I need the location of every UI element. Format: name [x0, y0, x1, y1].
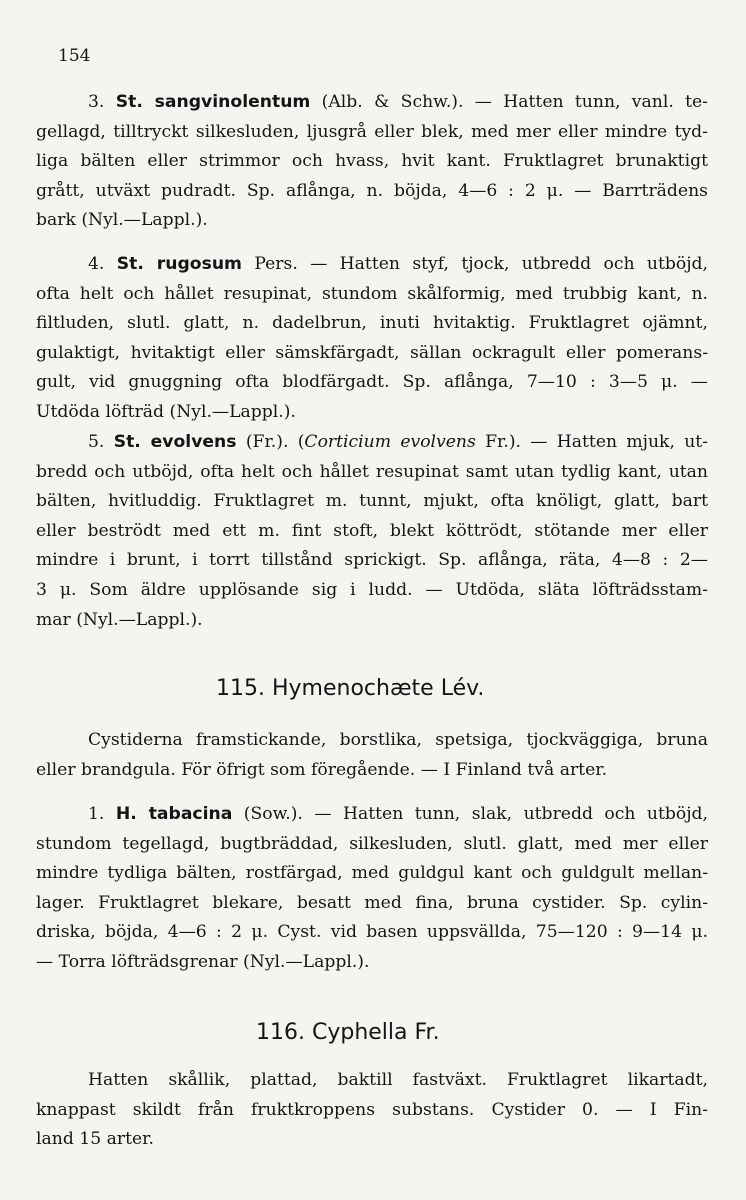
- genus-heading-hymenochaete: 115. Hymenochæte Lév.: [216, 676, 485, 701]
- species-name: St. rugosum: [116, 254, 242, 274]
- text-line: eller beströdt med ett m. fint stoft, blekt köttrödt, stötande mer eller: [36, 520, 708, 541]
- text-line: lager. Fruktlagret blekare, besatt med fina, bruna cystider. Sp. cylin-: [36, 892, 708, 913]
- species-name: St. evolvens: [113, 432, 237, 452]
- text-line: ofta helt och hållet resupinat, stundom skålformig, med trubbig kant, n.: [36, 283, 708, 304]
- species-name: St. sangvinolentum: [115, 92, 311, 112]
- species-entry-sangvinolentum: [36, 88, 708, 236]
- text-line: gult, vid gnuggning ofta blodfärgadt. Sp. aflånga, 7—10 : 3—5 μ. —: [36, 372, 708, 393]
- text-line: mindre i brunt, i torrt tillstånd sprickigt. Sp. aflånga, räta, 4—8 : 2—: [36, 550, 708, 571]
- text-line: bark (Nyl.—Lappl.).: [36, 210, 208, 231]
- text-line: filtluden, slutl. glatt, n. dadelbrun, inuti hvitaktig. Fruktlagret ojämnt,: [36, 313, 708, 334]
- text-line: grått, utväxt pudradt. Sp. aflånga, n. böjda, 4—6 : 2 μ. — Barrträdens: [36, 180, 708, 201]
- genus-heading-cyphella: 116. Cyphella Fr.: [256, 1020, 440, 1045]
- synonym-name: Corticium evolvens: [304, 432, 476, 452]
- text-line: knappast skildt från fruktkroppens substans. Cystider 0. — I Fin-: [36, 1099, 708, 1120]
- text-line: bälten, hvitluddig. Fruktlagret m. tunnt, mjukt, ofta knöligt, glatt, bart: [36, 491, 708, 512]
- genus-description-hymenochaete: [36, 726, 708, 785]
- text-line: mindre tydliga bälten, rostfärgad, med guldgul kant och guldgult mellan-: [36, 863, 708, 884]
- genus-description-cyphella: [36, 1066, 708, 1155]
- text-line: land 15 arter.: [36, 1129, 154, 1150]
- text-line: Hatten skållik, plattad, baktill fastväxt. Fruktlagret likartadt,: [88, 1070, 708, 1090]
- text-line: bredd och utböjd, ofta helt och hållet resupinat samt utan tydlig kant, utan: [36, 461, 708, 482]
- page-number: 154: [58, 46, 91, 66]
- text-line: liga bälten eller strimmor och hvass, hvit kant. Fruktlagret brunaktigt: [36, 151, 708, 172]
- text-line: mar (Nyl.—Lappl.).: [36, 609, 203, 630]
- species-entry-tabacina: [36, 800, 708, 978]
- text-line: eller brandgula. För öfrigt som föregående. — I Finland två arter.: [36, 759, 608, 780]
- text-line: gellagd, tilltryckt silkesluden, ljusgrå eller blek, med mer eller mindre tyd-: [36, 121, 708, 142]
- species-entry-rugosum: [36, 250, 708, 428]
- text-line: Cystiderna framstickande, borstlika, spetsiga, tjockväggiga, bruna: [88, 730, 708, 750]
- text-line: — Torra löfträdsgrenar (Nyl.—Lappl.).: [36, 951, 370, 972]
- text-line: gulaktigt, hvitaktigt eller sämskfärgadt, sällan ockragult eller pomerans-: [36, 342, 708, 363]
- species-name: H. tabacina: [115, 804, 233, 824]
- text-line: 5. St. evolvens (Fr.). (Corticium evolvens Fr.). — Hatten mjuk, ut-: [88, 432, 708, 452]
- species-entry-evolvens: [36, 428, 708, 635]
- text-line: 3 μ. Som äldre upplösande sig i ludd. — Utdöda, släta löfträdsstam-: [36, 579, 708, 600]
- text-line: 1. H. tabacina (Sow.). — Hatten tunn, slak, utbredd och utböjd,: [88, 804, 708, 824]
- text-line: stundom tegellagd, bugtbräddad, silkesluden, slutl. glatt, med mer eller: [36, 833, 708, 854]
- text-line: 4. St. rugosum Pers. — Hatten styf, tjock, utbredd och utböjd,: [88, 254, 709, 274]
- text-line: Utdöda löfträd (Nyl.—Lappl.).: [36, 401, 296, 422]
- text-line: 3. St. sangvinolentum (Alb. & Schw.). — Hatten tunn, vanl. te-: [88, 92, 708, 112]
- text-line: driska, böjda, 4—6 : 2 μ. Cyst. vid basen uppsvällda, 75—120 : 9—14 μ.: [36, 922, 708, 943]
